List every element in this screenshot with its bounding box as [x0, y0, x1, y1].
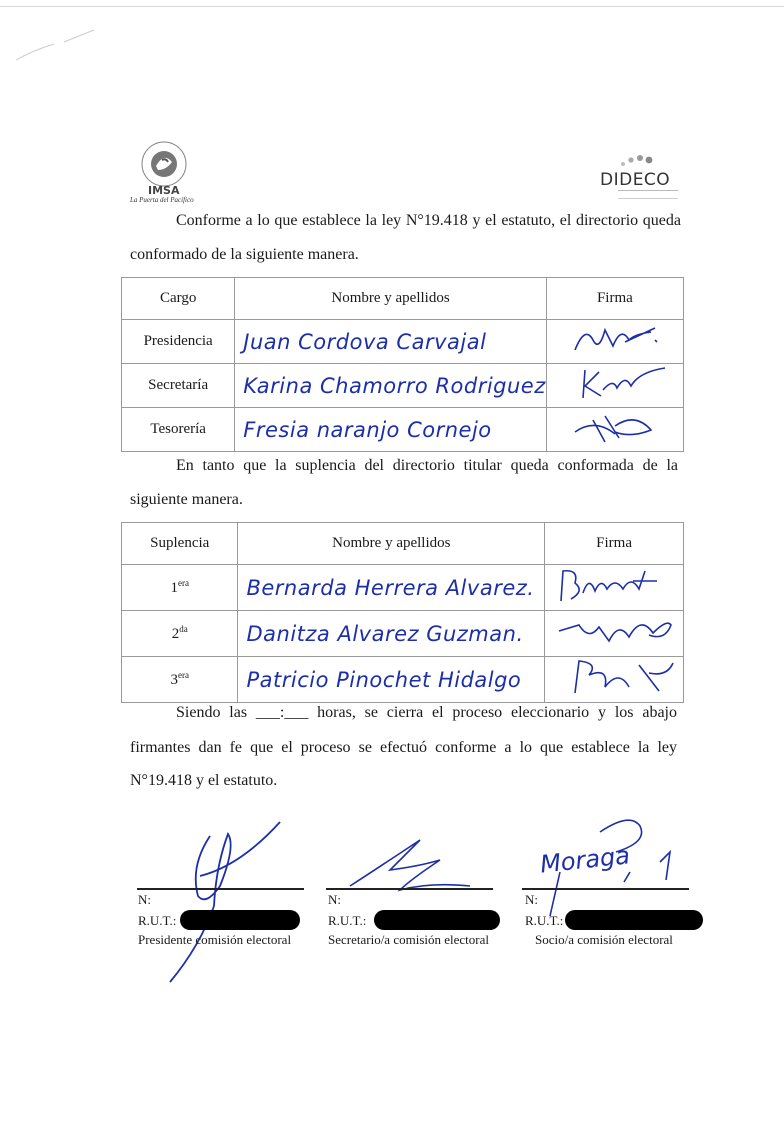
header-nombre: Nombre y apellidos: [238, 523, 545, 565]
header-firma: Firma: [546, 278, 683, 320]
member-signature-text: Moraga: [538, 841, 632, 879]
president-name-label: N:: [138, 892, 151, 907]
nombre-cell: Bernarda Herrera Alvarez.: [238, 565, 545, 611]
board-table-header: [122, 278, 684, 320]
board-table: [121, 277, 684, 452]
suplencia-table-header: [122, 523, 684, 565]
closing-line-2: firmantes dan fe que el proceso se efectuó conforme a lo que establece la ley: [130, 739, 677, 756]
page-top-border: [0, 6, 784, 7]
secretary-signature-icon: [330, 830, 480, 910]
member-signature-line: [522, 888, 689, 890]
cargo-cell: Presidencia: [122, 320, 235, 364]
scan-mark-icon: [14, 20, 104, 70]
signature-icon: [555, 364, 675, 402]
secretary-name-label: N:: [328, 892, 341, 907]
president-signature-icon: [140, 806, 290, 986]
table-row: [122, 320, 684, 364]
suplencia-intro-line-2: siguiente manera.: [130, 491, 243, 508]
dideco-logo-text: DIDECO: [600, 170, 671, 190]
nombre-cell: Juan Cordova Carvajal: [235, 320, 546, 364]
closing-line-3: N°19.418 y el estatuto.: [130, 772, 278, 789]
president-rut-redaction: [180, 910, 300, 930]
table-row: [122, 657, 684, 703]
secretary-rut-redaction: [374, 910, 500, 930]
closing-line-1: Siendo las ___:___ horas, se cierra el proceso eleccionario y los abajo: [176, 704, 677, 721]
signature-icon: [549, 611, 679, 651]
firma-cell: [545, 565, 684, 611]
cargo-cell: Tesorería: [122, 408, 235, 452]
signature-icon: [549, 657, 679, 697]
firma-cell: [546, 364, 683, 408]
header-cargo: Cargo: [122, 278, 235, 320]
member-rut-redaction: [565, 910, 703, 930]
nombre-cell: Karina Chamorro Rodriguez: [235, 364, 546, 408]
nombre-cell: Danitza Alvarez Guzman.: [238, 611, 545, 657]
president-role: Presidente comisión electoral: [138, 932, 292, 947]
member-name-label: N:: [525, 892, 538, 907]
suplencia-intro-line-1: En tanto que la suplencia del directorio titular queda conformada de la: [176, 457, 678, 474]
header-nombre: Nombre y apellidos: [235, 278, 546, 320]
header-firma: Firma: [545, 523, 684, 565]
suplencia-num-cell: $1^{era}$: [122, 565, 238, 611]
cargo-cell: Secretaría: [122, 364, 235, 408]
firma-cell: [546, 408, 683, 452]
dideco-logo: [596, 150, 688, 202]
suplencia-num-cell: $3^{era}$: [122, 657, 238, 703]
dideco-dots-icon: [618, 152, 658, 168]
signature-icon: [549, 565, 679, 605]
imsa-logo-text: IMSA: [148, 184, 180, 197]
table-row: [122, 408, 684, 452]
table-row: [122, 565, 684, 611]
president-signature-line: [137, 888, 304, 890]
secretary-role: Secretario/a comisión electoral: [328, 932, 489, 947]
intro-line-1: Conforme a lo que establece la ley N°19.418 y el estatuto, el directorio queda: [176, 212, 681, 229]
header-suplencia: Suplencia: [122, 523, 238, 565]
table-row: [122, 364, 684, 408]
secretary-signature-line: [326, 888, 493, 890]
member-rut-label: R.U.T.:: [525, 913, 564, 928]
imsa-logo: [132, 140, 196, 202]
signature-icon: [555, 320, 675, 358]
nombre-cell: Patricio Pinochet Hidalgo: [238, 657, 545, 703]
table-row: [122, 611, 684, 657]
dideco-logo-subtext: [618, 190, 678, 199]
president-rut-label: R.U.T.:: [138, 913, 177, 928]
intro-line-2: conformado de la siguiente manera.: [130, 246, 359, 263]
secretary-rut-label: R.U.T.:: [328, 913, 367, 928]
suplencia-table: [121, 522, 684, 703]
member-role: Socio/a comisión electoral: [535, 932, 673, 947]
firma-cell: [545, 657, 684, 703]
imsa-logo-tagline: La Puerta del Pacífico: [130, 196, 194, 204]
firma-cell: [545, 611, 684, 657]
firma-cell: [546, 320, 683, 364]
imsa-emblem-icon: [132, 140, 196, 190]
nombre-cell: Fresia naranjo Cornejo: [235, 408, 546, 452]
suplencia-num-cell: $2^{da}$: [122, 611, 238, 657]
signature-icon: [555, 408, 675, 446]
member-signature-icon: [520, 812, 690, 922]
